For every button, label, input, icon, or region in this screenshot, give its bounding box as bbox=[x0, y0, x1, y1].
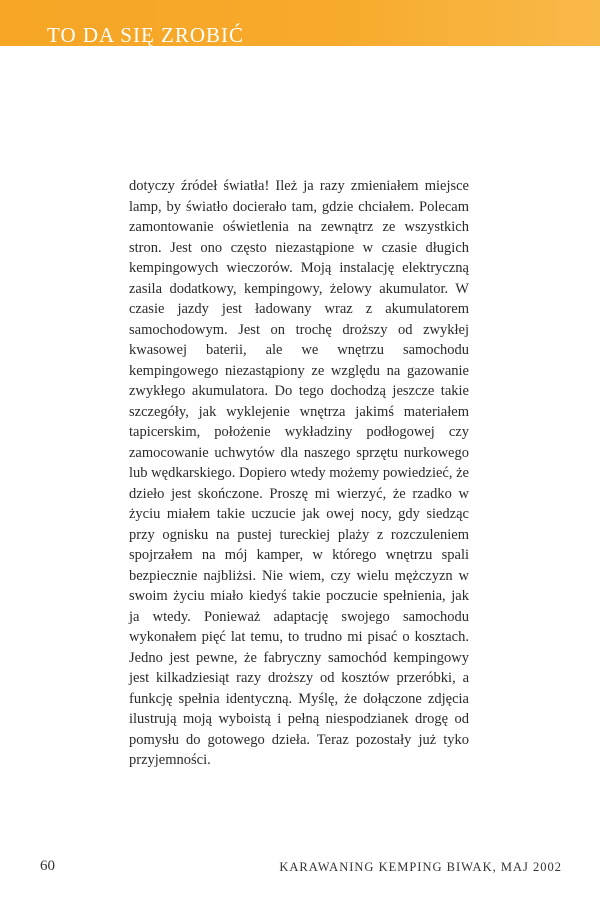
page-number: 60 bbox=[40, 858, 55, 874]
article-body bbox=[129, 176, 469, 771]
header-band bbox=[0, 0, 600, 46]
publication-footer: KARAWANING KEMPING BIWAK, MAJ 2002 bbox=[279, 860, 562, 874]
section-title: TO DA SIĘ ZROBIĆ bbox=[47, 23, 245, 47]
article-paragraph: dotyczy źródeł światła! Ileż ja razy zmieniałem miejsce lamp, by światło docierało tam, gdzie chciałem. Polecam zamontowanie oświetlenia na zewnątrz ze wszystkich stron. Jest ono często niezastąpione w czasie długich kempingowych wieczorów. Moją instalację elektryczną zasila dodatkowy, kempingowy, żelowy akumulator. W czasie jazdy jest ładowany wraz z akumulatorem samochodowym. Jest on trochę droższy od zwykłej kwasowej baterii, ale we wnętrzu samochodu kempingowego niezastąpiony ze względu na gazowanie zwykłego akumulatora. Do tego dochodzą jeszcze takie szczegóły, jak wyklejenie wnętrza jakimś materiałem tapicerskim, położenie wykładziny podłogowej czy zamocowanie uchwytów dla naszego sprzętu nurkowego lub wędkarskiego. Dopiero wtedy możemy powiedzieć, że dzieło jest skończone. Proszę mi wierzyć, że rzadko w życiu miałem takie uczucie jak owej nocy, gdy siedząc przy ognisku na pustej tureckiej plaży z rozczuleniem spojrzałem na mój kamper, w którego wnętrzu spali bezpiecznie najbliżsi. Nie wiem, czy wielu mężczyzn w swoim życiu miało kiedyś takie poczucie spełnienia, jak ja wtedy. Ponieważ adaptację swojego samochodu wykonałem pięć lat temu, to trudno mi pisać o kosztach. Jedno jest pewne, że fabryczny samochód kempingowy jest kilkadziesiąt razy droższy od kosztów przeróbki, a funkcję spełnia identyczną. Myślę, że dołączone zdjęcia ilustrują moją wyboistą i pełną niespodzianek drogę od pomysłu do gotowego dzieła. Teraz pozostały już tyko przyjemności. bbox=[129, 178, 469, 768]
